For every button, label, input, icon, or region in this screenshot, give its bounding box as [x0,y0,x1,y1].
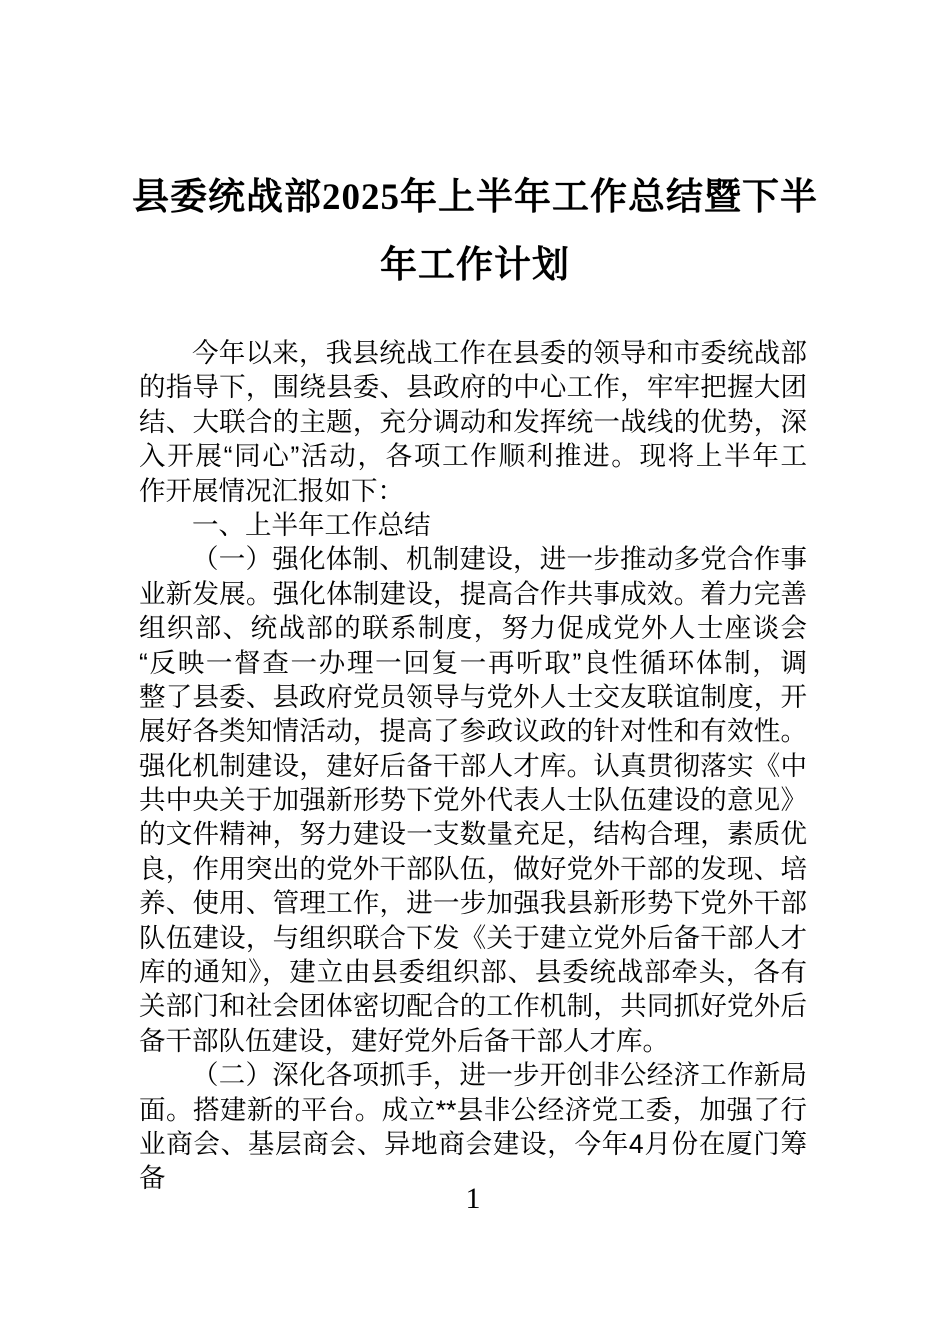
para-1-system-mechanism-building [139,542,807,1058]
body-text-line: 共中央关于加强新形势下党外代表人士队伍建设的意见》 [139,785,807,816]
body-text-line: 业商会、基层商会、异地商会建设，今年4月份在厦门筹备 [139,1128,807,1194]
body-text-line: 展好各类知情活动，提高了参政议政的针对性和有效性。 [139,716,807,747]
body-text-line: 结、大联合的主题，充分调动和发挥统一战线的优势，深 [139,406,807,437]
body-text-line: 良，作用突出的党外干部队伍，做好党外干部的发现、培 [139,853,807,884]
body-text-line: 业新发展。强化体制建设，提高合作共事成效。着力完善 [139,578,807,609]
body-text-line: （二）深化各项抓手，进一步开创非公经济工作新局 [192,1060,807,1091]
body-text-line: 组织部、统战部的联系制度，努力促成党外人士座谈会 [139,613,807,644]
para-2-non-public-economy [139,1058,807,1194]
body-text-line: 的指导下，围绕县委、县政府的中心工作，牢牢把握大团 [139,372,807,403]
page-number: 1 [465,1182,481,1215]
body-text-line: 队伍建设，与组织联合下发《关于建立党外后备干部人才 [139,922,807,953]
body-text-line: （一）强化体制、机制建设，进一步推动多党合作事 [192,544,807,575]
body-text-line: 备干部队伍建设，建好党外后备干部人才库。 [139,1025,669,1056]
body-text-line: 面。搭建新的平台。成立**县非公经济党工委，加强了行 [139,1094,807,1125]
body-text-line: 入开展“同心”活动，各项工作顺利推进。现将上半年工 [139,441,807,472]
body-text-line: 整了县委、县政府党员领导与党外人士交友联谊制度，开 [139,681,807,712]
document-title [75,164,875,300]
body-text-line: 的文件精神，努力建设一支数量充足，结构合理，素质优 [139,819,807,850]
document-body [139,336,807,1194]
body-text-line: 一、上半年工作总结 [192,509,431,540]
body-text-line: 库的通知》，建立由县委组织部、县委统战部牵头，各有 [139,957,807,988]
body-text-line: 今年以来，我县统战工作在县委的领导和市委统战部 [192,338,807,368]
body-text-line: 作开展情况汇报如下： [139,475,404,506]
section-heading-first-half-summary [139,508,807,542]
body-text-line: 强化机制建设，建好后备干部人才库。认真贯彻落实《中 [139,750,807,781]
body-text-line: “反映一督查一办理一回复一再听取”良性循环体制，调 [139,647,807,678]
document-title-line-2: 年工作计划 [380,245,570,286]
document-title-line-1: 县委统战部2025年上半年工作总结暨下半 [132,177,818,218]
body-text-line: 关部门和社会团体密切配合的工作机制，共同抓好党外后 [139,991,807,1022]
intro-paragraph [139,336,807,508]
body-text-line: 养、使用、管理工作，进一步加强我县新形势下党外干部 [139,888,807,919]
